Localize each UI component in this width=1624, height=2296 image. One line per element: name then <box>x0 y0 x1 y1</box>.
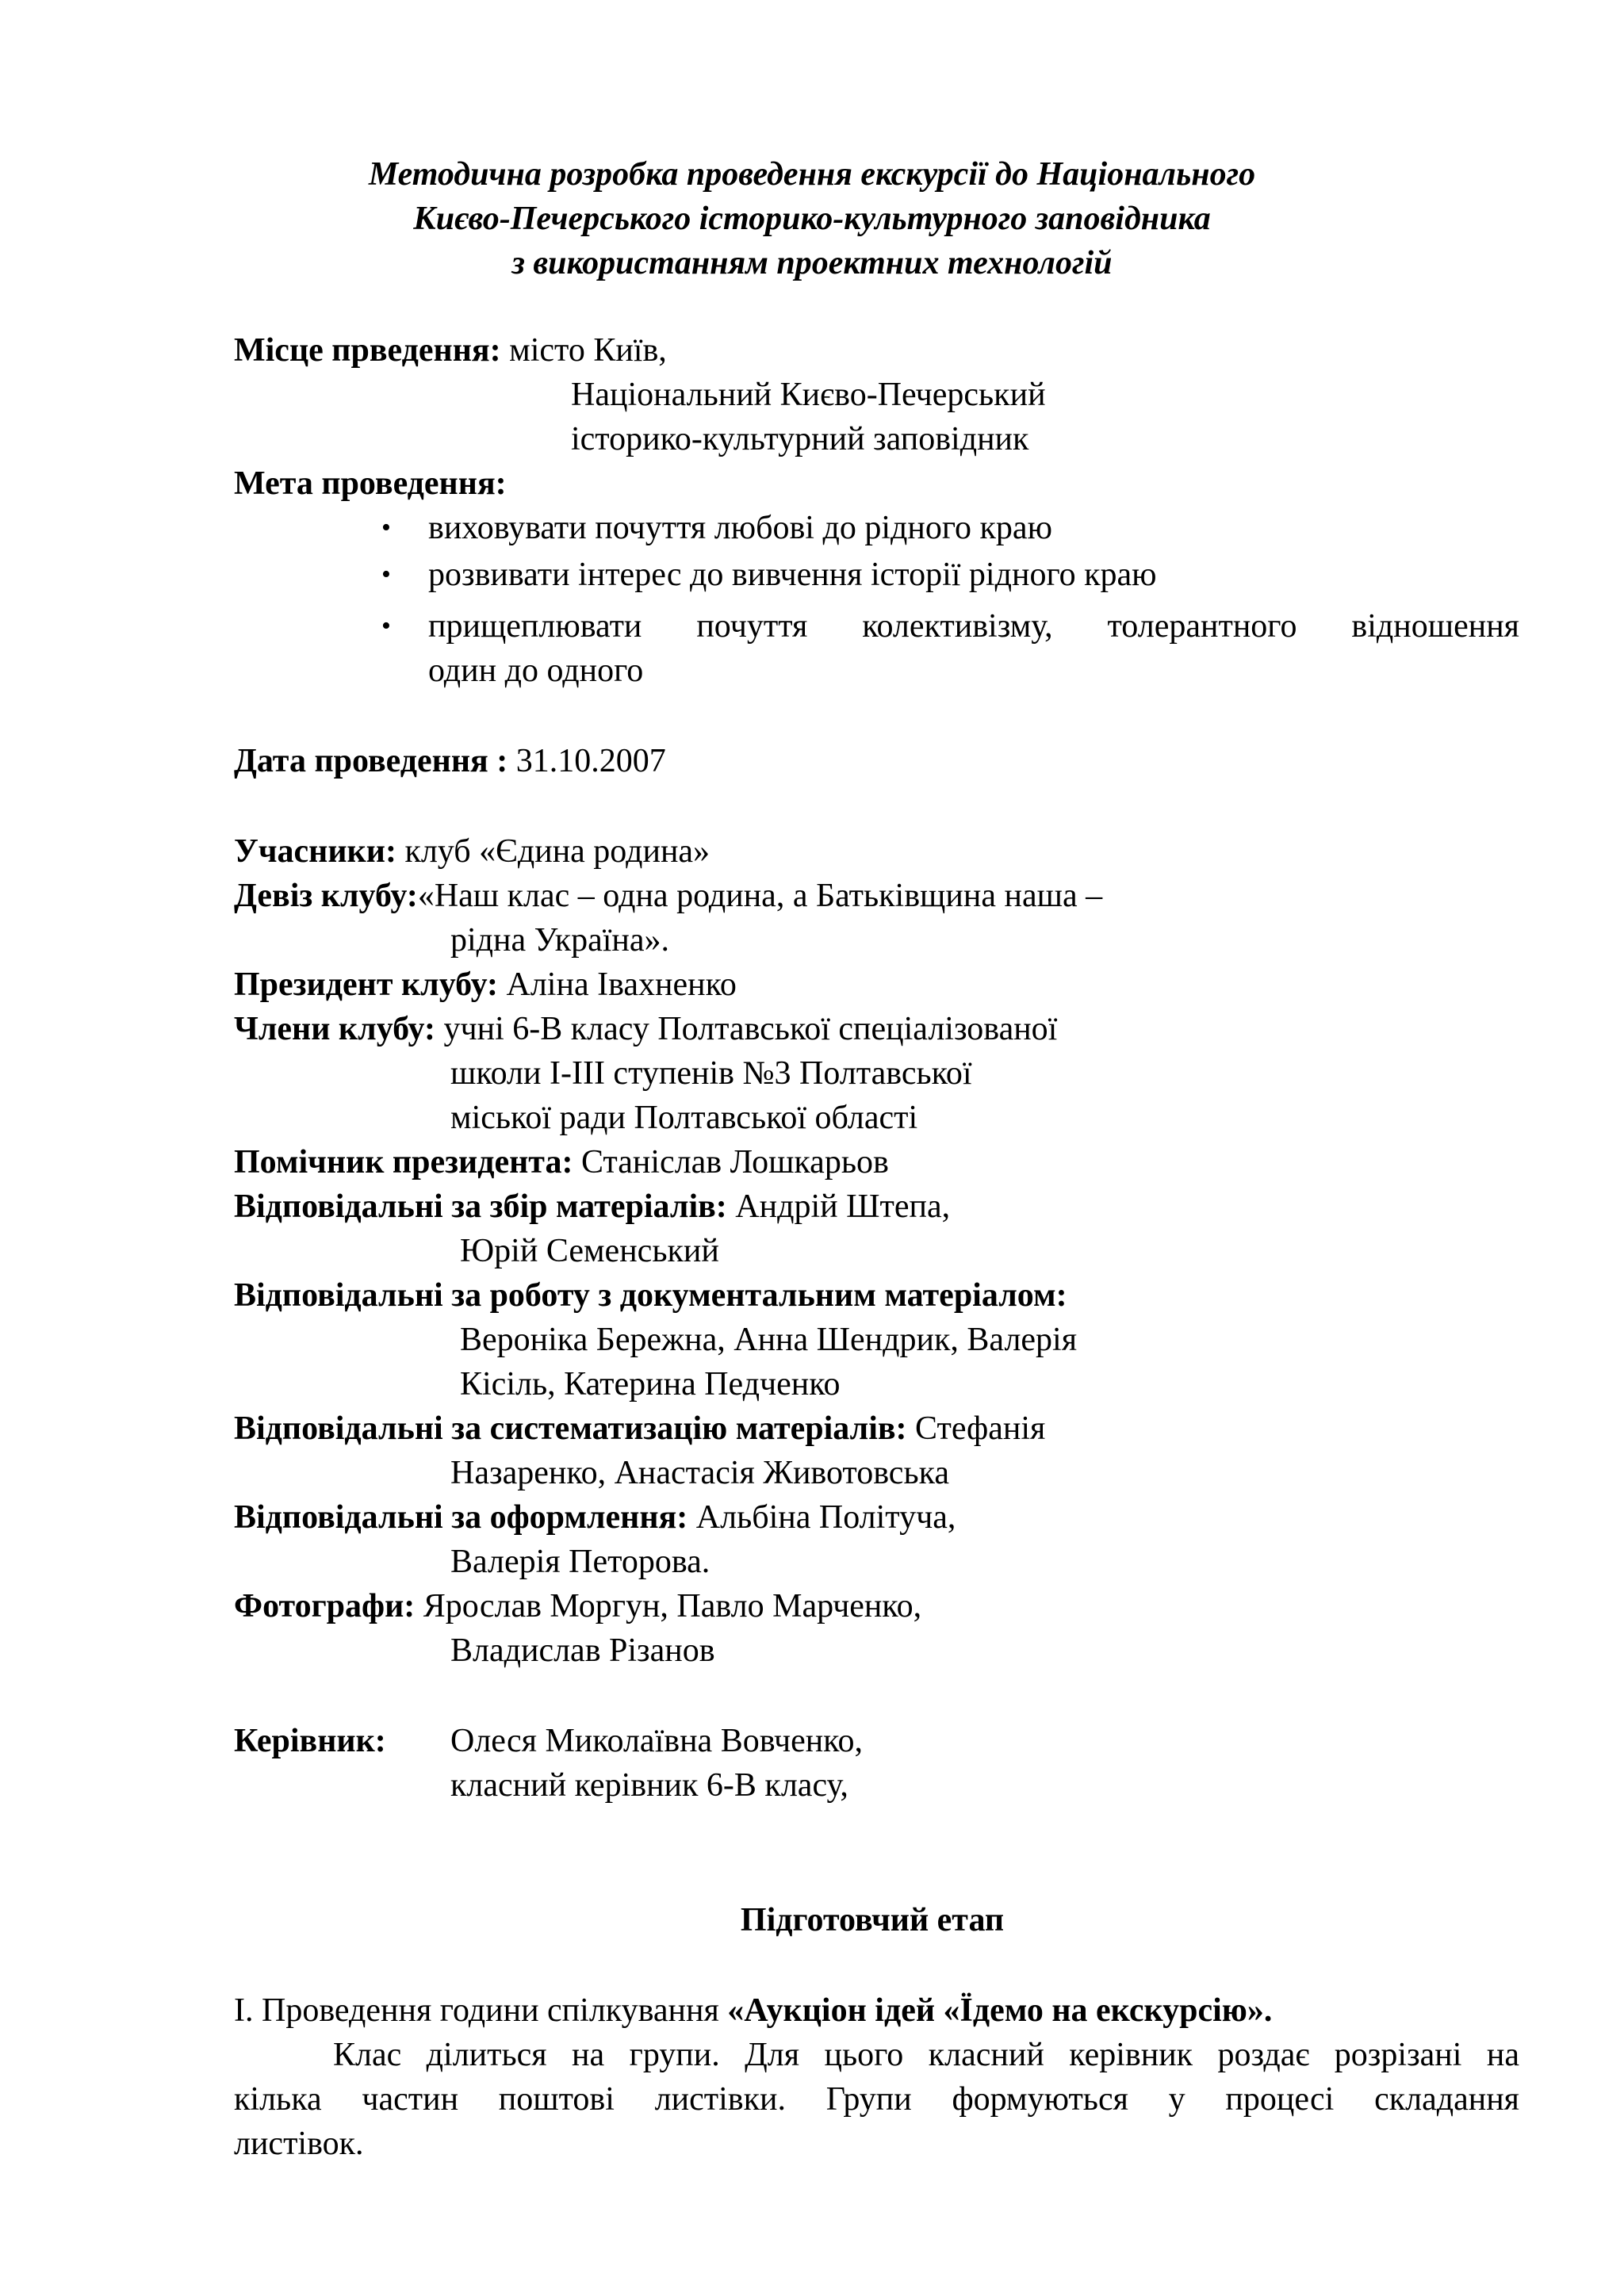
document-title-line-1: Методична розробка проведення екскурсії до Національного <box>368 156 1256 193</box>
participants-value: клуб «Єдина родина» <box>404 833 710 870</box>
photographers-line-2: Владислав Різанов <box>450 1632 715 1669</box>
participants-row <box>234 829 710 874</box>
section-1-paragraph-line-2: кілька частин поштові листівки. Групи формуються у процесі складання <box>234 2081 1519 2118</box>
members-line-2: школи І-ІІІ ступенів №3 Полтавської <box>450 1055 972 1092</box>
motto-line-2: рідна Україна». <box>450 922 670 959</box>
documents-label: Відповідальні за роботу з документальним матеріалом: <box>234 1277 1067 1314</box>
motto-row <box>234 874 1102 918</box>
participants-label: Учасники: <box>234 833 396 870</box>
documents-line-2: Кісіль, Катерина Педченко <box>460 1366 841 1402</box>
place-city: місто Київ, <box>509 332 667 369</box>
bullet-icon: • <box>381 611 391 641</box>
stage-heading: Підготовчий етап <box>740 1902 1005 1938</box>
document-title-line-3: з використанням проектних технологій <box>511 245 1113 281</box>
place-line-3: історико-культурний заповідник <box>571 421 1029 457</box>
goal-item-3-continued: один до одного <box>428 652 644 689</box>
president-row <box>234 962 737 1007</box>
collectors-row <box>234 1184 950 1229</box>
place-row <box>234 328 667 373</box>
place-line-2: Національний Києво-Печерський <box>571 377 1046 413</box>
leader-line-1: Олеся Миколаївна Вовченко, <box>450 1723 863 1759</box>
goal-label: Мета проведення: <box>234 465 507 502</box>
motto-line-1: «Наш клас – одна родина, а Батьківщина наша – <box>417 878 1103 914</box>
president-label: Президент клубу: <box>234 966 499 1003</box>
photographers-label: Фотографи: <box>234 1588 416 1624</box>
date-row <box>234 739 666 783</box>
section-1-paragraph-line-1: Клас ділиться на групи. Для цього класний керівник роздає розрізані на <box>333 2037 1519 2073</box>
systematization-line-1: Стефанія <box>915 1410 1046 1447</box>
members-row <box>234 1007 1057 1051</box>
design-line-2: Валерія Петорова. <box>450 1544 710 1580</box>
bullet-icon: • <box>381 560 391 589</box>
president-value: Аліна Івахненко <box>506 966 737 1003</box>
members-label: Члени клубу: <box>234 1011 435 1047</box>
place-label: Місце прведення: <box>234 332 501 369</box>
members-line-3: міської ради Полтавської області <box>450 1100 918 1136</box>
systematization-row <box>234 1406 1045 1451</box>
date-label: Дата проведення : <box>234 743 508 779</box>
section-1-heading <box>234 1988 1272 2033</box>
collectors-label: Відповідальні за збір матеріалів: <box>234 1188 727 1225</box>
goal-item-1: виховувати почуття любові до рідного краю <box>428 510 1052 546</box>
document-title-line-2: Києво-Печерського історико-культурного заповідника <box>413 201 1211 237</box>
leader-line-2: класний керівник 6-В класу, <box>450 1767 848 1804</box>
assistant-value: Станіслав Лошкарьов <box>580 1144 889 1181</box>
systematization-line-2: Назаренко, Анастасія Животовська <box>450 1455 950 1491</box>
assistant-label: Помічник президента: <box>234 1144 573 1181</box>
design-label: Відповідальні за оформлення: <box>234 1499 688 1536</box>
goal-item-3: прищеплювати почуття колективізму, толерантного відношення <box>428 608 1519 645</box>
date-value: 31.10.2007 <box>515 743 666 779</box>
goal-item-2: розвивати інтерес до вивчення історії рідного краю <box>428 557 1157 593</box>
section-1-prefix: І. Проведення години спілкування <box>234 1992 719 2029</box>
photographers-line-1: Ярослав Моргун, Павло Марченко, <box>423 1588 922 1624</box>
documents-line-1: Вероніка Бережна, Анна Шендрик, Валерія <box>460 1322 1078 1358</box>
assistant-row <box>234 1140 889 1184</box>
collectors-line-1: Андрій Штепа, <box>735 1188 951 1225</box>
bullet-icon: • <box>381 513 391 542</box>
members-line-1: учні 6-В класу Полтавської спеціалізованої <box>443 1011 1058 1047</box>
section-1-bold-title: «Аукціон ідей «Їдемо на екскурсію». <box>727 1992 1273 2029</box>
motto-label: Девіз клубу: <box>234 878 418 914</box>
design-line-1: Альбіна Політуча, <box>695 1499 956 1536</box>
systematization-label: Відповідальні за систематизацію матеріалів: <box>234 1410 907 1447</box>
collectors-line-2: Юрій Семенський <box>460 1233 719 1269</box>
leader-label: Керівник: <box>234 1723 386 1759</box>
design-row <box>234 1495 956 1540</box>
section-1-paragraph-line-3: листівок. <box>234 2126 364 2162</box>
photographers-row <box>234 1584 921 1628</box>
